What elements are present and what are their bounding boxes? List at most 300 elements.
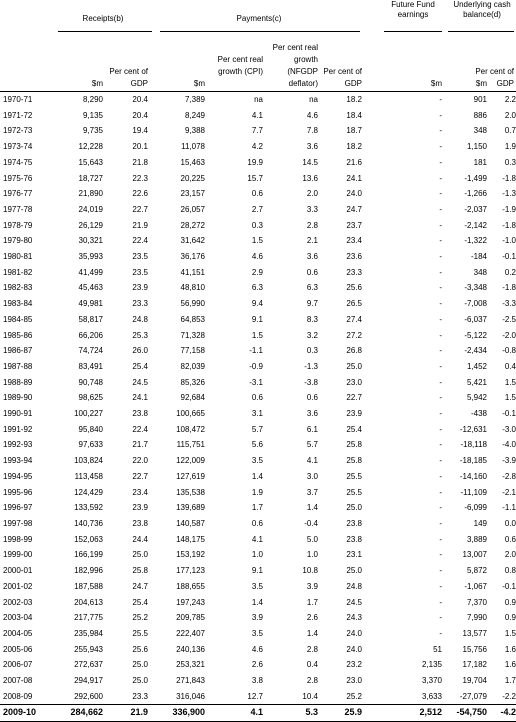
cell-year: 1977-78 [3, 204, 33, 214]
cell-payments-nfgdp-growth: 9.7 [306, 299, 318, 309]
cell-payments-nfgdp-growth: 0.6 [306, 267, 318, 277]
table-row [0, 657, 516, 673]
cell-year: 2008-09 [3, 691, 33, 701]
cell-underlying-m: 15,756 [462, 644, 487, 654]
cell-future-fund-m: - [439, 361, 442, 371]
cell-payments-cpi-growth: 4.6 [251, 252, 263, 262]
cell-underlying-m: -5,122 [464, 330, 487, 340]
cell-underlying-m: -7,008 [464, 299, 487, 309]
table-row [0, 547, 516, 563]
cell-underlying-m: -18,118 [460, 440, 487, 450]
table-row [0, 485, 516, 501]
cell-future-fund-m: - [439, 157, 442, 167]
cell-receipts-gdp: 23.9 [132, 283, 148, 293]
cell-underlying-m: 13,007 [462, 550, 487, 560]
cell-payments-m: 85,326 [180, 377, 205, 387]
cell-receipts-gdp: 25.6 [132, 644, 148, 654]
cell-year: 1973-74 [3, 142, 33, 152]
table-row [0, 500, 516, 516]
cell-future-fund-m: - [439, 597, 442, 607]
total-row [0, 705, 516, 722]
cell-future-fund-m: - [439, 126, 442, 136]
cell-receipts-m: 217,775 [74, 613, 103, 623]
cell-future-fund-m: - [439, 456, 442, 466]
cell-future-fund-m: - [439, 471, 442, 481]
cell-receipts-m: 66,206 [78, 330, 103, 340]
cell-payments-gdp: 23.8 [346, 534, 362, 544]
cell-future-fund-m: - [439, 252, 442, 262]
cell-year: 1986-87 [3, 346, 33, 356]
cell-payments-gdp: 25.0 [346, 566, 362, 576]
cell-receipts-gdp: 23.4 [132, 487, 148, 497]
table-row [0, 265, 516, 281]
cell-underlying-m: 19,704 [462, 676, 487, 686]
cell-underlying-gdp: 0.8 [504, 566, 516, 576]
cell-underlying-m: -6,099 [464, 503, 487, 513]
cell-underlying-m: 901 [473, 95, 487, 104]
cell-payments-cpi-growth: 15.7 [247, 173, 263, 183]
cell-year: 1997-98 [3, 518, 33, 528]
cell-payments-m: 11,078 [181, 142, 205, 152]
cell-payments-nfgdp-growth: 2.1 [306, 236, 318, 246]
cell-receipts-gdp: 21.7 [132, 440, 148, 450]
cell-underlying-m: 13,577 [462, 628, 487, 638]
cell-year: 1975-76 [3, 173, 33, 183]
cell-payments-nfgdp-growth: 1.0 [306, 550, 318, 560]
cell-receipts-gdp: 20.4 [132, 110, 148, 120]
cell-receipts-m: 235,984 [74, 628, 103, 638]
subheader-payments-m: $m [193, 79, 205, 88]
cell-payments-m: 36,176 [180, 252, 205, 262]
cell-receipts-gdp: 20.4 [132, 95, 148, 104]
cell-payments-m: 71,328 [180, 330, 205, 340]
cell-payments-nfgdp-growth: 13.6 [302, 173, 318, 183]
cell-underlying-gdp: 1.5 [504, 377, 516, 387]
table-row [0, 642, 516, 658]
table-row [0, 233, 516, 249]
cell-payments-nfgdp-growth: 10.4 [302, 691, 318, 701]
cell-receipts-m: 152,063 [74, 534, 103, 544]
cell-underlying-m: 7,990 [466, 613, 487, 623]
cell-payments-gdp: 27.4 [346, 314, 362, 324]
cell-receipts-gdp: 25.0 [132, 676, 148, 686]
cell-payments-m: 253,321 [176, 660, 205, 670]
cell-receipts-gdp: 24.8 [132, 314, 148, 324]
cell-payments-cpi-growth: 1.4 [251, 471, 263, 481]
cell-future-fund-m: - [439, 283, 442, 293]
cell-payments-cpi-growth: 6.3 [251, 283, 263, 293]
cell-payments-nfgdp-growth: 5.7 [306, 440, 318, 450]
cell-payments-gdp: 25.0 [346, 361, 362, 371]
table-row [0, 296, 516, 312]
cell-underlying-gdp: 1.7 [504, 676, 516, 686]
cell-underlying-m: -11,109 [460, 487, 487, 497]
cell-future-fund-m: - [439, 409, 442, 419]
cell-future-fund-m: - [439, 142, 442, 152]
table-row [0, 595, 516, 611]
cell-underlying-m: 181 [473, 157, 487, 167]
cell-payments-nfgdp-growth: 3.0 [306, 471, 318, 481]
table-row [0, 139, 516, 155]
cell-underlying-gdp: -3.0 [502, 424, 516, 434]
cell-future-fund-m: - [439, 424, 442, 434]
cell-payments-m: 197,243 [176, 597, 205, 607]
cell-payments-m: 336,900 [148, 705, 205, 722]
cell-year: 1974-75 [3, 157, 33, 167]
cell-receipts-m: 18,727 [78, 173, 103, 183]
cell-payments-gdp: 25.8 [346, 456, 362, 466]
cell-payments-m: 64,853 [180, 314, 205, 324]
cell-future-fund-m: - [439, 267, 442, 277]
cell-payments-gdp: 24.0 [346, 644, 362, 654]
cell-future-fund-m: - [439, 346, 442, 356]
cell-year: 1984-85 [3, 314, 33, 324]
cell-underlying-gdp: -2.1 [502, 487, 516, 497]
cell-receipts-m: 182,996 [74, 566, 103, 576]
cell-year: 2007-08 [3, 676, 33, 686]
cell-underlying-m: 7,370 [466, 597, 487, 607]
cell-payments-cpi-growth: 19.9 [247, 157, 263, 167]
cell-receipts-gdp: 26.0 [132, 346, 148, 356]
cell-year: 1994-95 [3, 471, 33, 481]
cell-payments-gdp: 25.8 [346, 440, 362, 450]
cell-year: 2000-01 [3, 566, 33, 576]
cell-underlying-gdp: 1.6 [504, 660, 516, 670]
cell-payments-cpi-growth: 1.0 [251, 550, 263, 560]
cell-underlying-m: 149 [473, 518, 487, 528]
cell-underlying-gdp: -2.0 [502, 330, 516, 340]
cell-payments-cpi-growth: 1.7 [251, 503, 263, 513]
cell-year: 1998-99 [3, 534, 33, 544]
cell-underlying-m: -184 [470, 252, 487, 262]
cell-year: 1976-77 [3, 189, 33, 199]
cell-underlying-m: 348 [473, 267, 487, 277]
cell-underlying-m: -1,067 [464, 581, 487, 591]
cell-underlying-m: 1,452 [466, 361, 487, 371]
cell-future-fund-m: - [439, 95, 442, 104]
cell-underlying-m: -2,142 [464, 220, 487, 230]
cell-receipts-gdp: 24.7 [132, 581, 148, 591]
cell-payments-nfgdp-growth: 0.3 [306, 346, 318, 356]
cell-payments-gdp: 23.3 [346, 267, 362, 277]
cell-payments-cpi-growth: 12.7 [247, 691, 263, 701]
subheader-underlying-m: $m [475, 79, 487, 88]
cell-year: 2009-10 [0, 705, 58, 722]
table-row [0, 673, 516, 689]
cell-future-fund-m: - [439, 189, 442, 199]
cell-payments-nfgdp-growth: 0.6 [306, 393, 318, 403]
cell-payments-m: 28,272 [180, 220, 205, 230]
cell-payments-cpi-growth: 4.2 [251, 142, 263, 152]
cell-receipts-m: 255,943 [74, 644, 103, 654]
table-row [0, 390, 516, 406]
cell-receipts-gdp: 24.1 [132, 393, 148, 403]
subheader-underlying-gdp: Per cent of GDP [475, 67, 514, 88]
cell-payments-m: 271,843 [176, 676, 205, 686]
cell-payments-m: 135,538 [176, 487, 205, 497]
cell-future-fund-m: - [439, 628, 442, 638]
cell-payments-m: 77,158 [180, 346, 205, 356]
cell-payments-m: 7,389 [184, 95, 205, 104]
cell-payments-cpi-growth: 0.3 [251, 220, 263, 230]
table-row [0, 626, 516, 642]
cell-payments-nfgdp-growth: -1.3 [304, 361, 318, 371]
cell-underlying-m: -54,750 [442, 705, 487, 722]
cell-underlying-gdp: -1.9 [502, 204, 516, 214]
cell-underlying-gdp: -1.0 [502, 236, 516, 246]
cell-underlying-gdp: 1.9 [504, 142, 516, 152]
cell-receipts-gdp: 25.4 [132, 361, 148, 371]
table-row [0, 123, 516, 139]
table-row [0, 469, 516, 485]
cell-payments-cpi-growth: 9.1 [251, 566, 263, 576]
table-row [0, 171, 516, 187]
cell-payments-m: 15,463 [180, 157, 205, 167]
cell-receipts-m: 24,019 [78, 204, 103, 214]
cell-payments-nfgdp-growth: 2.8 [306, 644, 318, 654]
cell-future-fund-m: - [439, 534, 442, 544]
cell-payments-gdp: 25.4 [346, 424, 362, 434]
cell-future-fund-m: - [439, 518, 442, 528]
cell-receipts-m: 98,625 [78, 393, 103, 403]
cell-payments-gdp: 25.6 [346, 283, 362, 293]
cell-payments-m: 56,990 [180, 299, 205, 309]
cell-underlying-m: 17,182 [462, 660, 487, 670]
cell-payments-m: 26,057 [180, 204, 205, 214]
cell-payments-nfgdp-growth: 1.4 [306, 503, 318, 513]
cell-underlying-m: 886 [473, 110, 487, 120]
cell-payments-nfgdp-growth: 3.2 [306, 330, 318, 340]
cell-future-fund-m: - [439, 440, 442, 450]
cell-receipts-m: 9,735 [82, 126, 103, 136]
subheader-payments-gdp: Per cent of GDP [323, 67, 362, 88]
cell-payments-nfgdp-growth: -0.4 [304, 518, 318, 528]
cell-payments-m: 20,225 [180, 173, 205, 183]
cell-payments-m: 8,249 [184, 110, 205, 120]
cell-payments-nfgdp-growth: na [309, 95, 318, 104]
cell-payments-gdp: 26.5 [346, 299, 362, 309]
cell-year: 2004-05 [3, 628, 33, 638]
cell-underlying-gdp: 2.2 [504, 95, 516, 104]
header-underlying-cash-balance: Underlying cash balance(d) [453, 0, 511, 19]
cell-receipts-m: 113,458 [74, 471, 103, 481]
cell-future-fund-m: - [439, 566, 442, 576]
cell-payments-cpi-growth: 0.6 [251, 189, 263, 199]
table-row [0, 406, 516, 422]
cell-payments-m: 31,642 [180, 236, 205, 246]
cell-receipts-m: 41,499 [78, 267, 103, 277]
cell-underlying-gdp: 0.9 [504, 613, 516, 623]
cell-future-fund-m: - [439, 613, 442, 623]
table-row [0, 312, 516, 328]
cell-future-fund-m: - [439, 220, 442, 230]
cell-payments-gdp: 24.0 [346, 628, 362, 638]
cell-receipts-gdp: 25.4 [132, 597, 148, 607]
cell-payments-nfgdp-growth: 3.6 [306, 142, 318, 152]
cell-payments-m: 41,151 [180, 267, 205, 277]
future-fund-rule [384, 31, 442, 32]
cell-receipts-m: 15,643 [78, 157, 103, 167]
cell-payments-cpi-growth: 4.1 [205, 705, 263, 722]
cell-payments-cpi-growth: 0.6 [251, 393, 263, 403]
cell-underlying-m: -2,037 [464, 204, 487, 214]
cell-receipts-gdp: 24.5 [132, 377, 148, 387]
cell-payments-gdp: 25.5 [346, 471, 362, 481]
table-row [0, 108, 516, 124]
cell-payments-gdp: 23.4 [346, 236, 362, 246]
cell-payments-m: 153,192 [176, 550, 205, 560]
cell-underlying-gdp: -1.8 [502, 173, 516, 183]
cell-payments-gdp: 24.5 [346, 597, 362, 607]
cell-payments-m: 316,046 [176, 691, 205, 701]
cell-payments-cpi-growth: na [254, 95, 263, 104]
cell-underlying-gdp: -3.9 [502, 456, 516, 466]
cell-payments-m: 222,407 [176, 628, 205, 638]
cell-receipts-m: 204,613 [74, 597, 103, 607]
cell-payments-gdp: 24.3 [346, 613, 362, 623]
cell-underlying-gdp: 0.6 [504, 534, 516, 544]
cell-receipts-m: 133,592 [74, 503, 103, 513]
cell-payments-m: 177,123 [176, 566, 205, 576]
cell-receipts-gdp: 22.7 [132, 204, 148, 214]
cell-future-fund-m: - [439, 299, 442, 309]
cell-future-fund-m: - [439, 314, 442, 324]
cell-underlying-m: 5,872 [466, 566, 487, 576]
subheader-receipts-m: $m [91, 79, 103, 88]
cell-payments-m: 209,785 [176, 613, 205, 623]
cell-underlying-gdp: -2.8 [502, 471, 516, 481]
cell-receipts-gdp: 21.8 [132, 157, 148, 167]
cell-payments-nfgdp-growth: 1.7 [306, 597, 318, 607]
cell-receipts-gdp: 21.9 [132, 220, 148, 230]
cell-payments-gdp: 23.9 [346, 409, 362, 419]
cell-future-fund-m: - [439, 173, 442, 183]
cell-underlying-gdp: 0.2 [504, 267, 516, 277]
cell-year: 1978-79 [3, 220, 33, 230]
cell-receipts-gdp: 23.5 [132, 267, 148, 277]
cell-underlying-m: -1,322 [464, 236, 487, 246]
cell-underlying-gdp: -3.3 [502, 299, 516, 309]
cell-payments-gdp: 24.7 [346, 204, 362, 214]
cell-payments-cpi-growth: 4.1 [251, 534, 263, 544]
cell-receipts-gdp: 25.3 [132, 330, 148, 340]
cell-underlying-gdp: -0.1 [502, 581, 516, 591]
cell-payments-gdp: 18.7 [346, 126, 362, 136]
cell-receipts-gdp: 22.4 [132, 424, 148, 434]
cell-year: 2005-06 [3, 644, 33, 654]
cell-payments-nfgdp-growth: 8.3 [306, 314, 318, 324]
cell-payments-gdp: 25.2 [346, 691, 362, 701]
cell-payments-cpi-growth: 3.5 [251, 628, 263, 638]
table-row [0, 249, 516, 265]
cell-future-fund-m: - [439, 330, 442, 340]
cell-payments-m: 127,619 [176, 471, 205, 481]
cell-receipts-gdp: 24.4 [132, 534, 148, 544]
table-row [0, 375, 516, 391]
cell-payments-cpi-growth: 0.6 [251, 518, 263, 528]
cell-payments-m: 240,136 [176, 644, 205, 654]
cell-underlying-m: -18,185 [459, 456, 487, 466]
cell-receipts-m: 97,633 [78, 440, 103, 450]
cell-underlying-gdp: 0.9 [504, 597, 516, 607]
cell-payments-gdp: 18.2 [346, 142, 362, 152]
cell-underlying-m: -1,499 [464, 173, 487, 183]
cell-payments-m: 82,039 [180, 361, 205, 371]
cell-receipts-m: 100,227 [74, 409, 103, 419]
cell-payments-nfgdp-growth: -3.8 [304, 377, 318, 387]
cell-receipts-m: 26,129 [78, 220, 103, 230]
cell-receipts-gdp: 23.3 [132, 691, 148, 701]
cell-underlying-gdp: -1.8 [502, 283, 516, 293]
cell-future-fund-m: 3,370 [421, 676, 442, 686]
cell-payments-cpi-growth: 4.1 [251, 110, 263, 120]
underlying-rule [448, 31, 514, 32]
cell-receipts-gdp: 22.6 [132, 189, 148, 199]
cell-underlying-gdp: 1.5 [504, 628, 516, 638]
cell-underlying-m: -3,348 [464, 283, 487, 293]
cell-underlying-gdp: 0.4 [504, 361, 516, 371]
data-table [0, 92, 516, 722]
cell-underlying-m: -2,434 [464, 346, 487, 356]
cell-payments-nfgdp-growth: 5.0 [306, 534, 318, 544]
table-row [0, 202, 516, 218]
cell-payments-cpi-growth: -3.1 [249, 377, 263, 387]
cell-payments-nfgdp-growth: 3.7 [306, 487, 318, 497]
cell-year: 1987-88 [3, 361, 33, 371]
cell-receipts-gdp: 22.4 [132, 236, 148, 246]
cell-underlying-gdp: 0.0 [504, 518, 516, 528]
cell-payments-m: 122,009 [176, 456, 205, 466]
cell-payments-nfgdp-growth: 1.4 [306, 628, 318, 638]
cell-payments-nfgdp-growth: 2.0 [306, 189, 318, 199]
cell-underlying-m: 3,889 [466, 534, 487, 544]
table-row [0, 563, 516, 579]
cell-year: 1980-81 [3, 252, 33, 262]
subheader-future-fund-m: $m [430, 79, 442, 88]
cell-underlying-m: -12,631 [459, 424, 487, 434]
cell-payments-cpi-growth: 7.7 [251, 126, 263, 136]
cell-payments-gdp: 23.8 [346, 518, 362, 528]
cell-payments-gdp: 26.8 [346, 346, 362, 356]
cell-future-fund-m: - [439, 503, 442, 513]
table-row [0, 516, 516, 532]
cell-payments-gdp: 25.0 [346, 503, 362, 513]
cell-payments-cpi-growth: 1.9 [251, 487, 263, 497]
cell-payments-cpi-growth: 3.8 [251, 676, 263, 686]
cell-underlying-gdp: -0.8 [502, 346, 516, 356]
cell-payments-m: 9,388 [184, 126, 205, 136]
cell-payments-m: 108,472 [176, 424, 205, 434]
cell-year: 1972-73 [3, 126, 33, 136]
cell-payments-cpi-growth: 1.5 [251, 330, 263, 340]
receipts-rule [58, 31, 152, 32]
cell-receipts-m: 294,917 [74, 676, 103, 686]
cell-payments-gdp: 23.0 [346, 377, 362, 387]
cell-payments-gdp: 18.4 [346, 110, 362, 120]
cell-payments-cpi-growth: 4.6 [251, 644, 263, 654]
cell-year: 1979-80 [3, 236, 33, 246]
cell-future-fund-m: 3,633 [421, 691, 442, 701]
cell-payments-cpi-growth: -0.9 [249, 361, 263, 371]
table-row [0, 437, 516, 453]
cell-payments-cpi-growth: 9.4 [251, 299, 263, 309]
cell-payments-cpi-growth: 3.9 [251, 613, 263, 623]
subheader-payments-nfgdp: Per cent real growth (NFGDP deflator) [272, 43, 318, 88]
cell-payments-m: 23,157 [180, 189, 205, 199]
cell-underlying-gdp: 2.0 [504, 110, 516, 120]
cell-receipts-m: 166,199 [74, 550, 103, 560]
cell-payments-m: 139,689 [176, 503, 205, 513]
